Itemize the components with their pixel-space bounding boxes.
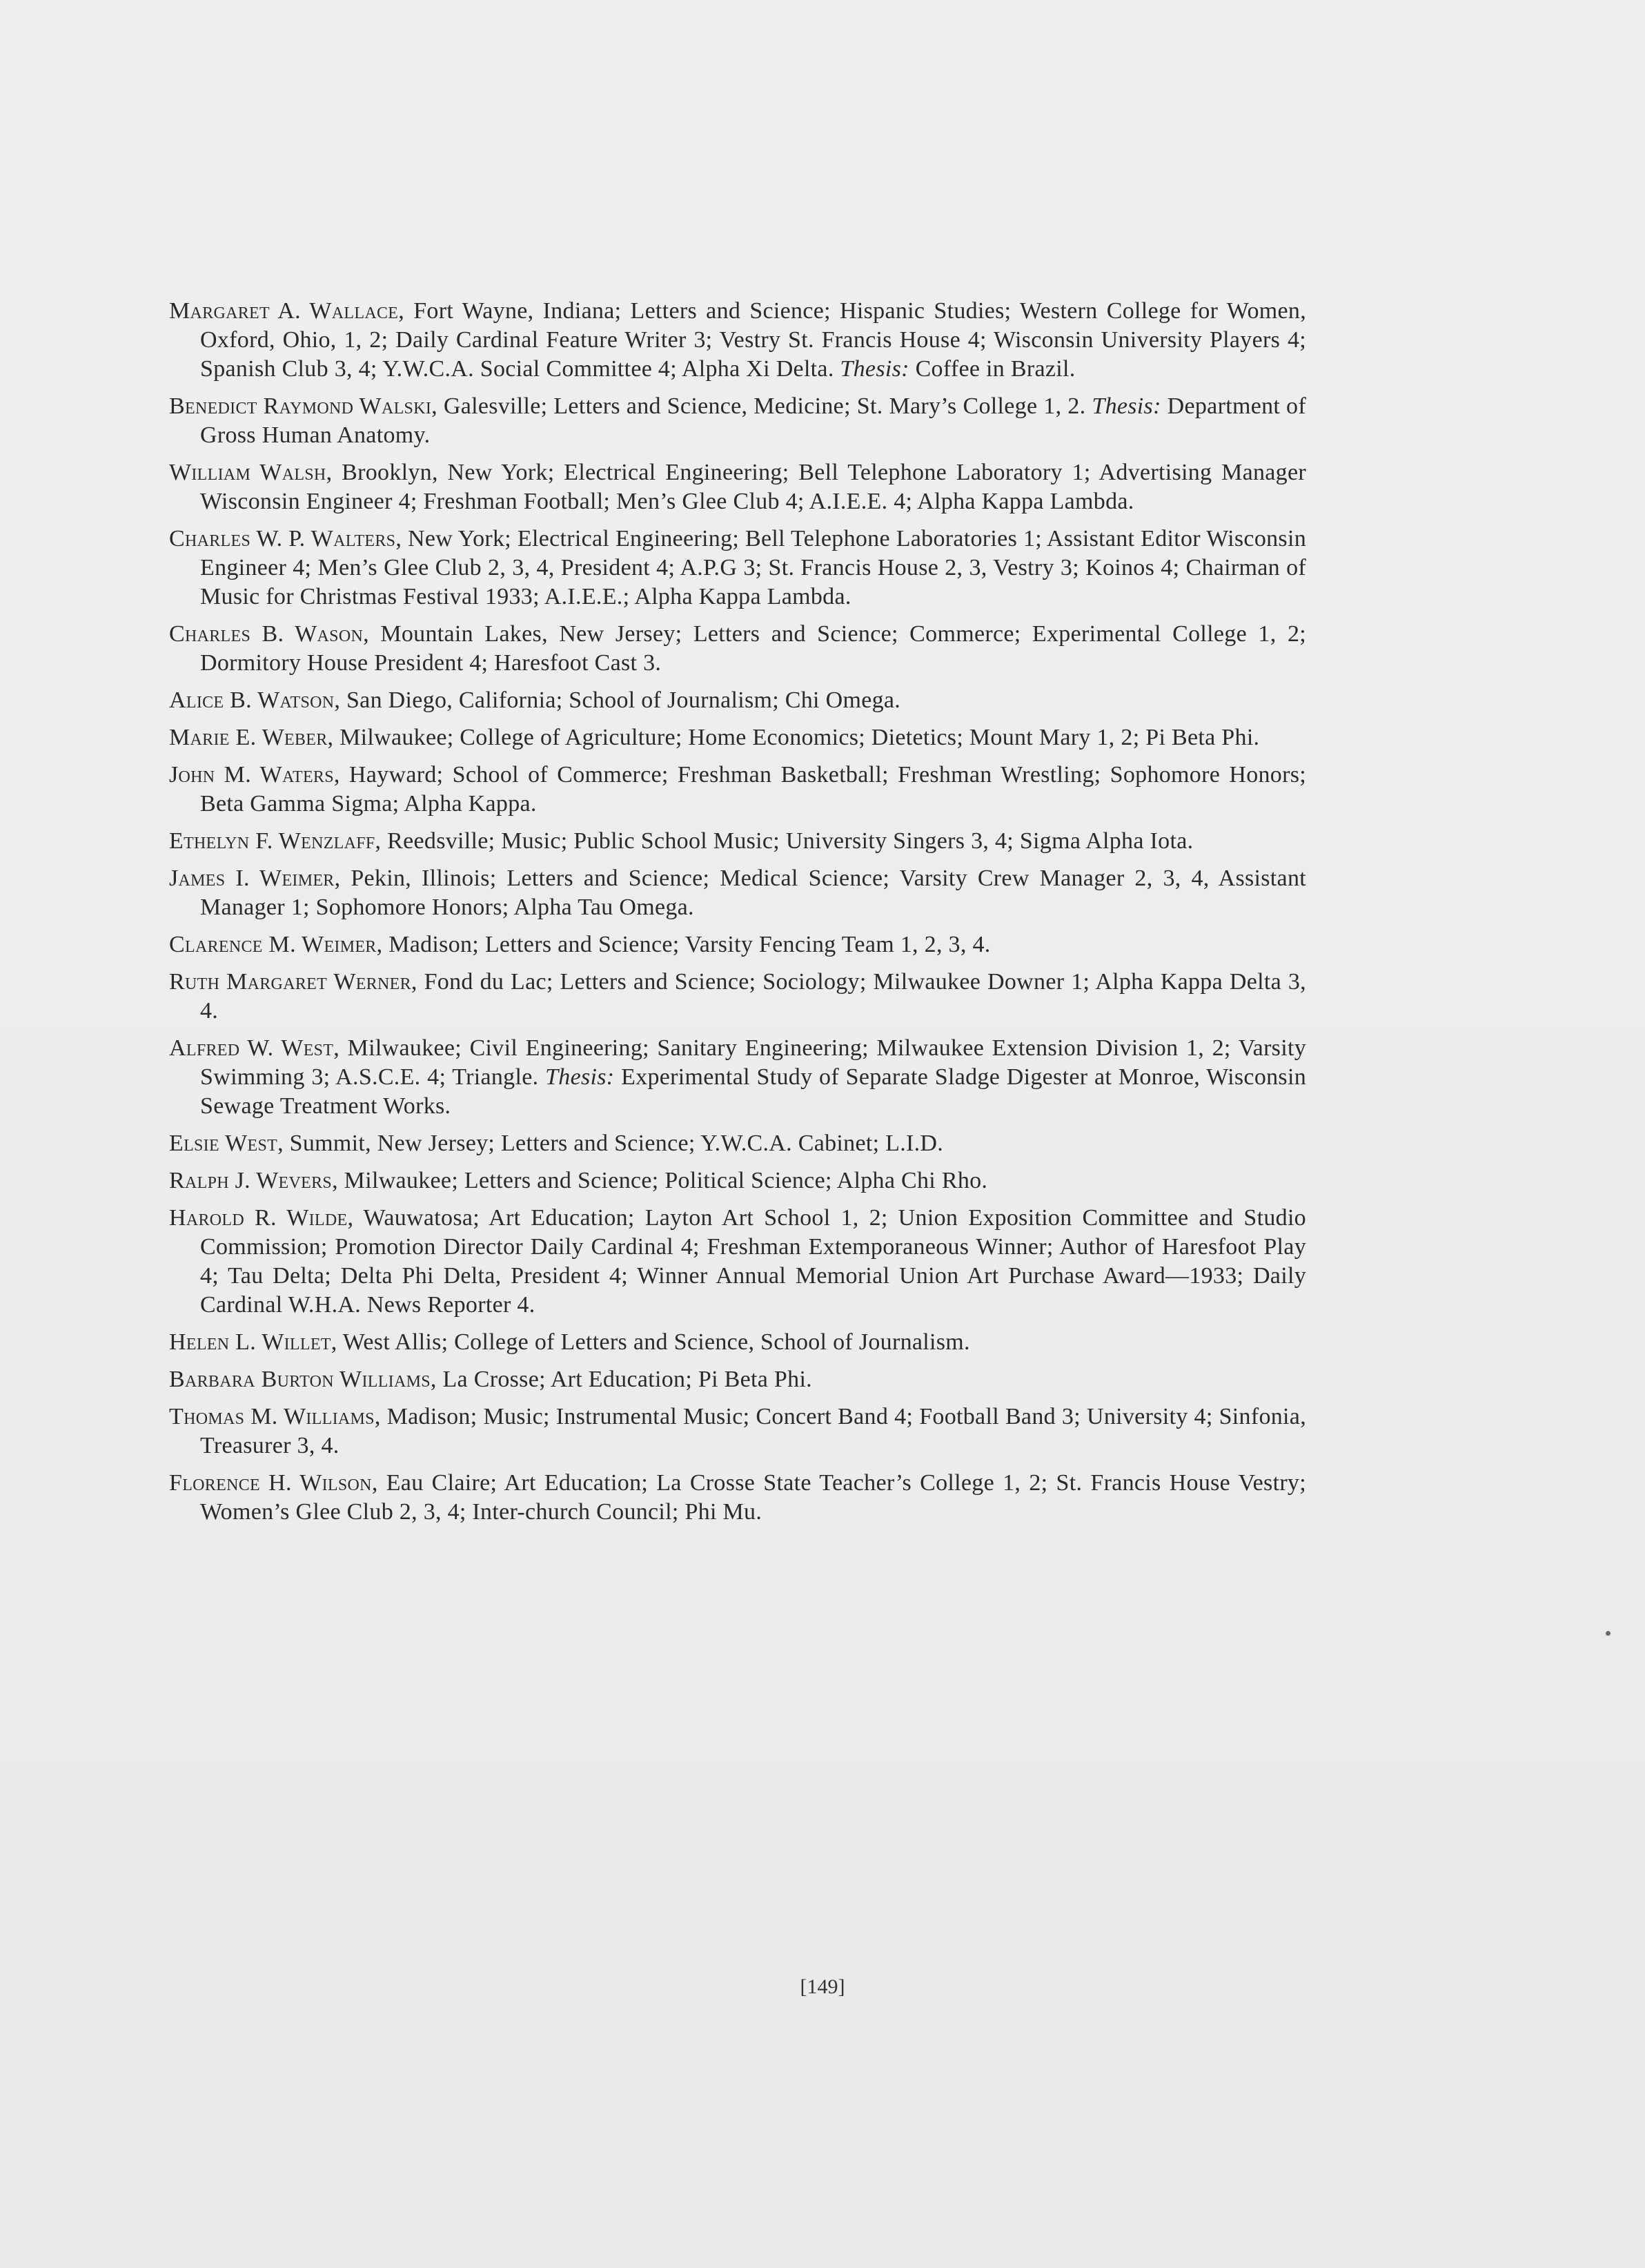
entry-weber-marie — [169, 723, 1306, 752]
entry-weimer-clarence — [169, 930, 1306, 959]
entry-details: , Milwaukee; Civil Engineering; Sanitary Engineering; Milwaukee Extension Division 1, 2; Varsity Swimming 3; A.S.C.E. 4; Triangle. — [200, 1035, 1307, 1090]
entry-name: Thomas M. Williams — [169, 1404, 375, 1429]
entry-walters-charles — [169, 525, 1306, 612]
entry-details: , New York; Electrical Engineering; Bell Telephone Laboratories 1; Assistant Editor Wisconsin Engineer 4; Men’s Glee Club 2, 3, 4, President 4; A.P.G 3; St. Francis House 2, 3, Vestry 3; Koinos 4; Chairman of Music for Christmas Festival 1933; A.I.E.E.; Alpha Kappa Lambda. — [200, 526, 1306, 609]
entry-watson-alice — [169, 686, 1306, 715]
edge-speck — [1606, 1631, 1610, 1636]
entry-williams-barbara — [169, 1365, 1306, 1394]
entry-west-alfred — [169, 1034, 1306, 1121]
entry-wevers-ralph — [169, 1166, 1306, 1195]
entry-details: , Mountain Lakes, New Jersey; Letters and Science; Commerce; Experimental College 1, 2; Dormitory House President 4; Haresfoot Cast 3. — [200, 621, 1307, 676]
entry-name: William Walsh — [169, 460, 326, 485]
entry-details: , Brooklyn, New York; Electrical Engineering; Bell Telephone Laboratory 1; Advertising Manager Wisconsin Engineer 4; Freshman Football; Men’s Glee Club 4; A.I.E.E. 4; Alpha Kappa Lambda. — [200, 460, 1306, 514]
thesis-title: Coffee in Brazil. — [909, 356, 1076, 382]
entry-wenzlaff-ethelyn — [169, 827, 1306, 856]
entry-wallace-margaret — [169, 297, 1306, 384]
entry-waters-john — [169, 761, 1306, 819]
entry-name: Clarence M. Weimer — [169, 932, 377, 957]
entry-details: , Eau Claire; Art Education; La Crosse State Teacher’s College 1, 2; St. Francis House Vestry; Women’s Glee Club 2, 3, 4; Inter-church Council; Phi Mu. — [200, 1470, 1306, 1525]
entry-name: Harold R. Wilde — [169, 1205, 348, 1231]
entry-name: Alice B. Watson — [169, 687, 335, 713]
entry-name: James I. Weimer — [169, 866, 335, 891]
entry-details: , Fond du Lac; Letters and Science; Sociology; Milwaukee Downer 1; Alpha Kappa Delta 3, 4. — [200, 969, 1306, 1024]
entry-details: , San Diego, California; School of Journalism; Chi Omega. — [334, 687, 901, 713]
thesis-label: Thesis: — [840, 356, 909, 382]
entry-williams-thomas — [169, 1402, 1306, 1460]
entry-wilson-florence — [169, 1469, 1306, 1527]
thesis-title: Department of Gross Human Anatomy. — [200, 393, 1306, 448]
senior-entries-list — [169, 297, 1306, 1535]
entry-wason-charles — [169, 620, 1306, 678]
entry-name: Alfred W. West — [169, 1035, 334, 1061]
entry-details: , Wauwatosa; Art Education; Layton Art School 1, 2; Union Exposition Committee and Studio Commission; Promotion Director Daily Cardinal 4; Freshman Extemporaneous Winner; Author of Haresfoot Play 4; Tau Delta; Delta Phi Delta, President 4; Winner Annual Memorial Union Art Purchase Award—1933; Daily Cardinal W.H.A. News Reporter 4. — [200, 1205, 1306, 1318]
entry-name: Marie E. Weber — [169, 725, 328, 750]
entry-name: Elsie West — [169, 1131, 278, 1156]
entry-name: Charles B. Wason — [169, 621, 364, 647]
entry-name: Charles W. P. Walters — [169, 526, 396, 551]
entry-details: , Summit, New Jersey; Letters and Science; Y.W.C.A. Cabinet; L.I.D. — [277, 1131, 944, 1156]
entry-willet-helen — [169, 1328, 1306, 1357]
entry-name: Ruth Margaret Werner — [169, 969, 411, 995]
entry-name: Ethelyn F. Wenzlaff — [169, 828, 375, 854]
entry-details: , West Allis; College of Letters and Science, School of Journalism. — [331, 1329, 970, 1355]
entry-name: John M. Waters — [169, 762, 334, 788]
entry-name: Benedict Raymond Walski — [169, 393, 432, 419]
entry-wilde-harold — [169, 1204, 1306, 1320]
entry-name: Ralph J. Wevers — [169, 1168, 333, 1193]
entry-werner-ruth — [169, 968, 1306, 1026]
entry-details: , Reedsville; Music; Public School Music; University Singers 3, 4; Sigma Alpha Iota. — [375, 828, 1194, 854]
entry-walsh-william — [169, 458, 1306, 516]
thesis-title: Experimental Study of Separate Sladge Digester at Monroe, Wisconsin Sewage Treatment Works. — [200, 1064, 1307, 1119]
entry-details: , Milwaukee; College of Agriculture; Home Economics; Dietetics; Mount Mary 1, 2; Pi Beta Phi. — [327, 725, 1260, 750]
entry-name: Barbara Burton Williams — [169, 1367, 431, 1392]
entry-details: , Madison; Letters and Science; Varsity Fencing Team 1, 2, 3, 4. — [376, 932, 991, 957]
entry-name: Helen L. Willet — [169, 1329, 331, 1355]
entry-name: Florence H. Wilson — [169, 1470, 372, 1496]
thesis-label: Thesis: — [1092, 393, 1161, 419]
entry-details: , Pekin, Illinois; Letters and Science; Medical Science; Varsity Crew Manager 2, 3, 4, Assistant Manager 1; Sophomore Honors; Alpha Tau Omega. — [200, 866, 1306, 920]
entry-walski-benedict — [169, 392, 1306, 450]
thesis-label: Thesis: — [545, 1064, 615, 1090]
page-number: [149] — [800, 1975, 845, 1998]
entry-details: , Milwaukee; Letters and Science; Political Science; Alpha Chi Rho. — [332, 1168, 988, 1193]
entry-name: Margaret A. Wallace — [169, 298, 399, 324]
entry-details: , La Crosse; Art Education; Pi Beta Phi. — [430, 1367, 812, 1392]
entry-weimer-james — [169, 864, 1306, 922]
entry-details: , Fort Wayne, Indiana; Letters and Science; Hispanic Studies; Western College for Women, Oxford, Ohio, 1, 2; Daily Cardinal Feature Writer 3; Vestry St. Francis House 4; Wisconsin University Players 4; Spanish Club 3, 4; Y.W.C.A. Social Committee 4; Alpha Xi Delta. — [200, 298, 1306, 382]
entry-details: , Hayward; School of Commerce; Freshman Basketball; Freshman Wrestling; Sophomore Honors; Beta Gamma Sigma; Alpha Kappa. — [200, 762, 1307, 817]
entry-details: , Galesville; Letters and Science, Medicine; St. Mary’s College 1, 2. — [431, 393, 1092, 419]
entry-details: , Madison; Music; Instrumental Music; Concert Band 4; Football Band 3; University 4; Sinfonia, Treasurer 3, 4. — [200, 1404, 1306, 1458]
entry-west-elsie — [169, 1129, 1306, 1158]
